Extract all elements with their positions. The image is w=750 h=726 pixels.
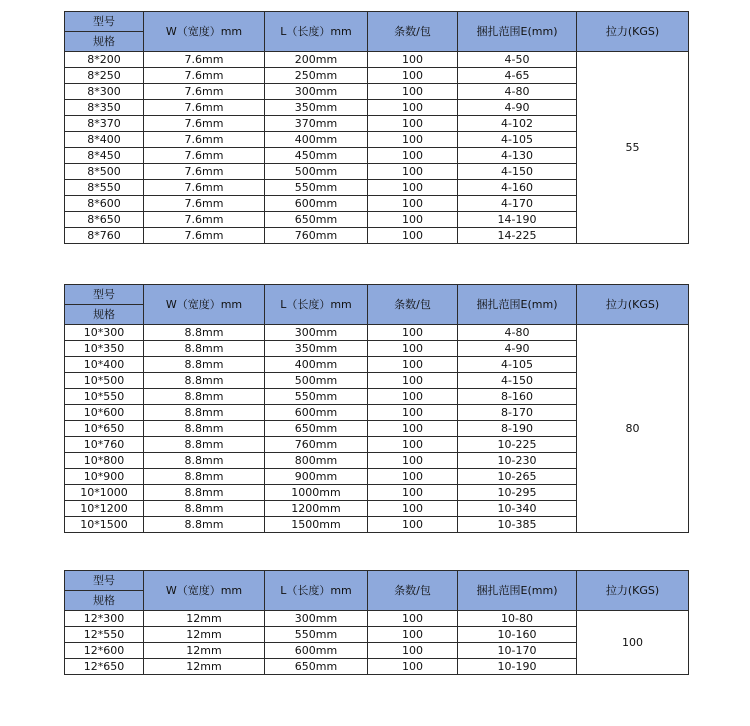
- header-range: 捆扎范围E(mm): [458, 285, 577, 325]
- cell-range: 10-170: [458, 643, 577, 659]
- cell-model: 10*550: [65, 389, 144, 405]
- header-qty: 条数/包: [368, 12, 458, 52]
- cell-qty: 100: [368, 132, 458, 148]
- cell-qty: 100: [368, 659, 458, 675]
- cell-qty: 100: [368, 341, 458, 357]
- cell-length: 370mm: [265, 116, 368, 132]
- cell-force: 80: [577, 325, 689, 533]
- cell-model: 12*300: [65, 611, 144, 627]
- cell-qty: 100: [368, 212, 458, 228]
- table-body: [65, 325, 689, 533]
- table-header: [65, 571, 689, 611]
- cell-range: 4-65: [458, 68, 577, 84]
- cell-width: 7.6mm: [144, 116, 265, 132]
- cell-width: 8.8mm: [144, 501, 265, 517]
- cell-range: 10-385: [458, 517, 577, 533]
- cell-range: 4-105: [458, 357, 577, 373]
- cell-model: 10*1500: [65, 517, 144, 533]
- cell-width: 12mm: [144, 659, 265, 675]
- cell-model: 10*1200: [65, 501, 144, 517]
- cell-qty: 100: [368, 100, 458, 116]
- cell-length: 600mm: [265, 405, 368, 421]
- cell-model: 10*600: [65, 405, 144, 421]
- cell-model: 8*250: [65, 68, 144, 84]
- header-length: L（长度）mm: [265, 571, 368, 611]
- table-body: [65, 52, 689, 244]
- cell-width: 8.8mm: [144, 485, 265, 501]
- cell-model: 12*550: [65, 627, 144, 643]
- cell-range: 4-105: [458, 132, 577, 148]
- cell-width: 7.6mm: [144, 180, 265, 196]
- header-model: 型号: [65, 571, 144, 591]
- cell-model: 8*370: [65, 116, 144, 132]
- header-force: 拉力(KGS): [577, 285, 689, 325]
- cell-width: 7.6mm: [144, 52, 265, 68]
- cell-qty: 100: [368, 485, 458, 501]
- table-body: [65, 611, 689, 675]
- cell-length: 650mm: [265, 421, 368, 437]
- cell-model: 8*650: [65, 212, 144, 228]
- cell-width: 8.8mm: [144, 453, 265, 469]
- cell-length: 500mm: [265, 373, 368, 389]
- cell-length: 300mm: [265, 611, 368, 627]
- cell-qty: 100: [368, 180, 458, 196]
- spec-table-12: [64, 570, 689, 675]
- cell-qty: 100: [368, 357, 458, 373]
- cell-model: 8*600: [65, 196, 144, 212]
- cell-range: 14-225: [458, 228, 577, 244]
- cell-range: 4-160: [458, 180, 577, 196]
- cell-qty: 100: [368, 196, 458, 212]
- cell-width: 8.8mm: [144, 405, 265, 421]
- cell-model: 8*350: [65, 100, 144, 116]
- cell-model: 10*1000: [65, 485, 144, 501]
- table-header: [65, 12, 689, 52]
- cell-length: 1200mm: [265, 501, 368, 517]
- cell-qty: 100: [368, 52, 458, 68]
- cell-range: 8-170: [458, 405, 577, 421]
- cell-range: 10-295: [458, 485, 577, 501]
- cell-model: 10*300: [65, 325, 144, 341]
- cell-range: 4-90: [458, 100, 577, 116]
- cell-width: 8.8mm: [144, 389, 265, 405]
- cell-qty: 100: [368, 611, 458, 627]
- header-qty: 条数/包: [368, 571, 458, 611]
- cell-qty: 100: [368, 421, 458, 437]
- cell-qty: 100: [368, 228, 458, 244]
- cell-width: 12mm: [144, 611, 265, 627]
- cell-width: 8.8mm: [144, 437, 265, 453]
- cell-length: 300mm: [265, 325, 368, 341]
- cell-qty: 100: [368, 501, 458, 517]
- cell-qty: 100: [368, 148, 458, 164]
- cell-width: 7.6mm: [144, 132, 265, 148]
- cell-qty: 100: [368, 405, 458, 421]
- cell-model: 10*800: [65, 453, 144, 469]
- cell-qty: 100: [368, 627, 458, 643]
- cell-model: 8*500: [65, 164, 144, 180]
- cell-width: 8.8mm: [144, 517, 265, 533]
- header-length: L（长度）mm: [265, 285, 368, 325]
- cell-range: 8-160: [458, 389, 577, 405]
- cell-length: 650mm: [265, 212, 368, 228]
- cell-range: 4-102: [458, 116, 577, 132]
- cell-width: 7.6mm: [144, 196, 265, 212]
- cell-width: 7.6mm: [144, 148, 265, 164]
- header-spec: 规格: [65, 32, 144, 52]
- cell-qty: 100: [368, 437, 458, 453]
- cell-model: 8*450: [65, 148, 144, 164]
- cell-length: 1000mm: [265, 485, 368, 501]
- cell-model: 10*400: [65, 357, 144, 373]
- cell-width: 7.6mm: [144, 84, 265, 100]
- table-row: [65, 52, 689, 68]
- cell-width: 12mm: [144, 627, 265, 643]
- cell-range: 4-150: [458, 164, 577, 180]
- header-range: 捆扎范围E(mm): [458, 12, 577, 52]
- cell-length: 650mm: [265, 659, 368, 675]
- cell-range: 10-190: [458, 659, 577, 675]
- cell-length: 550mm: [265, 180, 368, 196]
- cell-model: 10*350: [65, 341, 144, 357]
- cell-length: 250mm: [265, 68, 368, 84]
- cell-model: 12*600: [65, 643, 144, 659]
- cell-length: 500mm: [265, 164, 368, 180]
- cell-width: 7.6mm: [144, 164, 265, 180]
- cell-length: 760mm: [265, 437, 368, 453]
- cell-length: 200mm: [265, 52, 368, 68]
- header-qty: 条数/包: [368, 285, 458, 325]
- cell-length: 300mm: [265, 84, 368, 100]
- cell-length: 350mm: [265, 100, 368, 116]
- cell-range: 10-340: [458, 501, 577, 517]
- cell-range: 14-190: [458, 212, 577, 228]
- cell-model: 12*650: [65, 659, 144, 675]
- cell-width: 12mm: [144, 643, 265, 659]
- spec-table-8: [64, 11, 689, 244]
- cell-model: 10*650: [65, 421, 144, 437]
- cell-width: 8.8mm: [144, 421, 265, 437]
- header-width: W（宽度）mm: [144, 285, 265, 325]
- cell-force: 55: [577, 52, 689, 244]
- cell-length: 1500mm: [265, 517, 368, 533]
- cell-qty: 100: [368, 325, 458, 341]
- cell-width: 8.8mm: [144, 341, 265, 357]
- cell-qty: 100: [368, 68, 458, 84]
- cell-qty: 100: [368, 517, 458, 533]
- cell-range: 10-230: [458, 453, 577, 469]
- table-header: [65, 285, 689, 325]
- header-range: 捆扎范围E(mm): [458, 571, 577, 611]
- cell-qty: 100: [368, 84, 458, 100]
- cell-range: 10-225: [458, 437, 577, 453]
- cell-length: 400mm: [265, 132, 368, 148]
- cell-range: 4-80: [458, 84, 577, 100]
- header-force: 拉力(KGS): [577, 571, 689, 611]
- cell-length: 550mm: [265, 627, 368, 643]
- cell-length: 550mm: [265, 389, 368, 405]
- header-model: 型号: [65, 12, 144, 32]
- cell-force: 100: [577, 611, 689, 675]
- header-length: L（长度）mm: [265, 12, 368, 52]
- cell-model: 8*200: [65, 52, 144, 68]
- header-spec: 规格: [65, 305, 144, 325]
- header-model: 型号: [65, 285, 144, 305]
- header-force: 拉力(KGS): [577, 12, 689, 52]
- cell-model: 10*900: [65, 469, 144, 485]
- cell-width: 8.8mm: [144, 357, 265, 373]
- cell-width: 8.8mm: [144, 373, 265, 389]
- cell-qty: 100: [368, 453, 458, 469]
- cell-model: 8*760: [65, 228, 144, 244]
- spec-table-10: [64, 284, 689, 533]
- cell-range: 10-265: [458, 469, 577, 485]
- cell-qty: 100: [368, 469, 458, 485]
- table-row: [65, 611, 689, 627]
- cell-model: 10*500: [65, 373, 144, 389]
- cell-width: 7.6mm: [144, 212, 265, 228]
- cell-qty: 100: [368, 643, 458, 659]
- cell-length: 800mm: [265, 453, 368, 469]
- cell-width: 7.6mm: [144, 100, 265, 116]
- cell-length: 350mm: [265, 341, 368, 357]
- cell-length: 600mm: [265, 643, 368, 659]
- cell-model: 8*550: [65, 180, 144, 196]
- cell-range: 10-80: [458, 611, 577, 627]
- cell-range: 4-130: [458, 148, 577, 164]
- cell-model: 10*760: [65, 437, 144, 453]
- cell-length: 450mm: [265, 148, 368, 164]
- cell-width: 7.6mm: [144, 228, 265, 244]
- header-width: W（宽度）mm: [144, 12, 265, 52]
- cell-range: 4-170: [458, 196, 577, 212]
- header-width: W（宽度）mm: [144, 571, 265, 611]
- cell-qty: 100: [368, 116, 458, 132]
- cell-model: 8*400: [65, 132, 144, 148]
- cell-qty: 100: [368, 373, 458, 389]
- cell-qty: 100: [368, 389, 458, 405]
- cell-length: 900mm: [265, 469, 368, 485]
- cell-range: 4-50: [458, 52, 577, 68]
- cell-range: 4-90: [458, 341, 577, 357]
- cell-qty: 100: [368, 164, 458, 180]
- cell-length: 760mm: [265, 228, 368, 244]
- cell-width: 8.8mm: [144, 469, 265, 485]
- cell-range: 8-190: [458, 421, 577, 437]
- header-spec: 规格: [65, 591, 144, 611]
- cell-width: 8.8mm: [144, 325, 265, 341]
- cell-range: 10-160: [458, 627, 577, 643]
- cell-range: 4-150: [458, 373, 577, 389]
- cell-length: 600mm: [265, 196, 368, 212]
- table-row: [65, 325, 689, 341]
- cell-length: 400mm: [265, 357, 368, 373]
- cell-range: 4-80: [458, 325, 577, 341]
- cell-width: 7.6mm: [144, 68, 265, 84]
- cell-model: 8*300: [65, 84, 144, 100]
